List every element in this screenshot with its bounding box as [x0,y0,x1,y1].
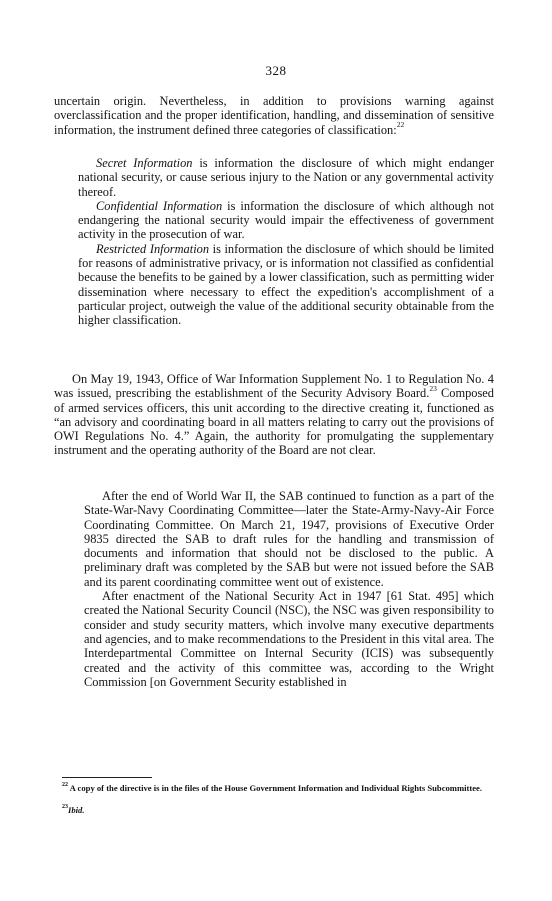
footnote-text: Ibid. [68,805,85,815]
intro-paragraph [54,94,494,137]
classification-categories [78,156,494,328]
owi-text-after: Composed of armed services officers, this unit according to the directive creating it, functioned as “an advisory and coordinating board in all matters relating to carry out the provisions of OWI Regulations No. 4.” Again, the authority for promulgating the supplementary instrument and the operating authority of the Board are not clear. [54,386,494,458]
footnote-ref-23: 23 [429,384,437,394]
category-definition: is information the disclosure of which might endanger national security, or cause serious injury to the Nation or any governmental activity thereof. [78,156,495,199]
category-term: Restricted Information [96,241,210,256]
category-restricted [78,242,494,328]
footnote-mark: 23 [62,804,68,811]
category-confidential [78,199,494,242]
footnote-mark: 22 [62,782,68,789]
owi-text-before: On May 19, 1943, Office of War Information Supplement No. 1 to Regulation No. 4 was issued, prescribing the establishment of the Security Advisory Board. [54,372,494,401]
category-definition: is information the disclosure of which should be limited for reasons of administrative privacy, or is information not classified as confidential because the benefits to be gained by a lower classification, such as permitting wider dissemination where necessary to effect the expedition's accomplishment of a particular project, outweigh the value of the additional security obtainable from the higher classification. [78,241,494,328]
category-definition: is information the disclosure of which although not endangering the national security would impair the effectiveness of government activity in the prosecution of war. [78,198,494,242]
block-quote [84,489,494,689]
page-number: 328 [265,63,287,78]
owi-paragraph [54,372,494,458]
category-secret [78,156,494,199]
category-term: Confidential Information [96,198,223,213]
quote-paragraph: After the end of World War II, the SAB continued to function as a part of the State-War-Navy Coordinating Committee—later the State-Army-Navy-Air Force Coordinating Committee. On March 21, 1947, provisions of Executive Order 9835 directed the SAB to draft rules for the handling and transmission of documents and information that should not be disclosed to the public. A preliminary draft was completed by the SAB but were not issued before the SAB and its parent coordinating committee went out of existence. [84,489,494,589]
quote-paragraph: After enactment of the National Security Act in 1947 [61 Stat. 495] which created the National Security Council (NSC), the NSC was given responsibility to consider and study security matters, which involve many executive departments and agencies, and to make recommendations to the President in this vital area. The Interdepartmental Committee on Internal Security (ICIS) was subsequently created and the activity of this committee was, according to the Wright Commission [on Government Security established in [84,589,494,689]
intro-text: uncertain origin. Nevertheless, in addition to provisions warning against overclassification and the proper identification, handling, and dissemination of sensitive information, the instrument defined three categories of classification: [54,94,494,137]
footnote-23 [52,805,504,816]
footnote-divider [62,777,152,778]
footnote-ref-22: 22 [396,120,405,130]
footnote-text: A copy of the directive is in the files of the House Government Information and Individual Rights Subcommittee. [68,783,483,793]
category-term: Secret Information [96,156,193,170]
footnote-22 [52,783,504,794]
